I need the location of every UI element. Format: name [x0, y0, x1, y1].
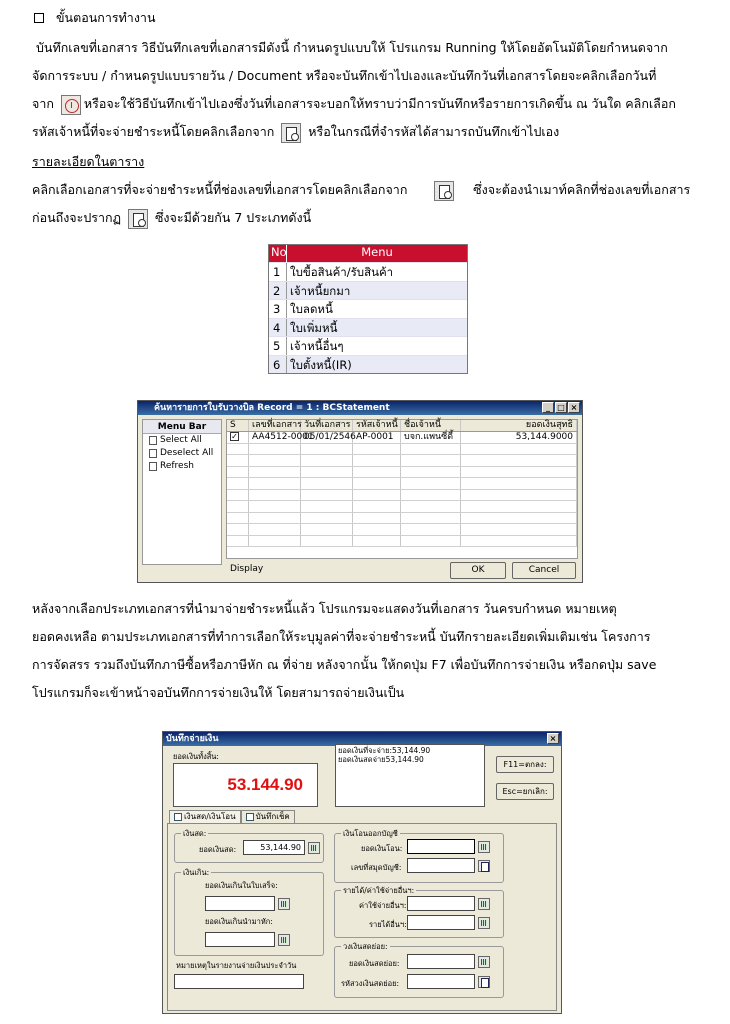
confirm-f11-button[interactable]: F11=ตกลง:	[496, 756, 554, 773]
cancel-esc-button[interactable]: Esc=ยกเลิก:	[496, 783, 554, 800]
payment-info-box: ยอดเงินที่จะจ่าย:53,144.90 ยอดเงินสดจ่าย53,144.90	[335, 744, 485, 807]
lookup-search-icon	[434, 181, 454, 201]
grid-icon	[246, 813, 254, 821]
refresh-item[interactable]: Refresh	[143, 460, 221, 473]
table-row	[227, 490, 577, 502]
calculator-icon[interactable]	[478, 956, 490, 968]
calculator-icon[interactable]	[278, 898, 290, 910]
grid-icon	[174, 813, 182, 821]
select-all-item[interactable]: Select All	[143, 434, 221, 447]
window-title: ค้นหารายการใบรับวางบิล Record = 1 : BCStatement	[154, 403, 390, 413]
row-checkbox[interactable]: ✓	[231, 432, 238, 441]
lookup-icon[interactable]	[478, 860, 490, 872]
minimize-button[interactable]: _	[542, 402, 554, 413]
paragraph-line: หลังจากเลือกประเภทเอกสารที่นำมาจ่ายชำระหนี้แล้ว โปรแกรมจะแสดงวันที่เอกสาร วันครบกำหนด หมายเหตุ	[32, 601, 617, 616]
payment-tabs	[169, 810, 295, 823]
table-row	[227, 467, 577, 479]
tab-panel	[167, 823, 557, 1011]
memo-label: หมายเหตุในรายงานจ่ายเงินประจำวัน	[176, 961, 297, 970]
statement-grid	[226, 419, 578, 559]
tab-cash-transfer[interactable]: เงินสด/เงินโอน	[169, 810, 241, 823]
paragraph-line: จาก หรือจะใช้วิธีบันทึกเข้าไปเองซึ่งวันที่เอกสารจะบอกให้ทราบว่ามีการบันทึกหรือรายการเกิดขึ้น ณ วันใด คลิกเลือก	[32, 90, 704, 118]
paragraph-line: ก่อนถึงจะปรากฏ ซึ่งจะมีด้วยกัน 7 ประเภทดังนี้	[32, 204, 704, 232]
overpayment-group: เงินเกิน: ยอดเงินเกินในใบเสร็จ: ยอดเงินเกินนำมาหัก:	[174, 872, 324, 956]
tab-cheque[interactable]: บันทึกเช็ค	[241, 810, 295, 823]
paragraph-line: รหัสเจ้าหนี้ที่จะจ่ายชำระหนี้โดยคลิกเลือกจาก หรือในกรณีที่จำรหัสได้สามารถบันทึกเข้าไปเอง	[32, 118, 704, 146]
close-button[interactable]: ×	[568, 402, 580, 413]
cash-group: เงินสด: ยอดเงินสด: 53,144.90	[174, 833, 324, 863]
cash-label: ยอดเงินสด:	[199, 845, 237, 854]
paragraph-line: คลิกเลือกเอกสารที่จะจ่ายชำระหนี้ที่ช่องเลขที่เอกสารโดยคลิกเลือกจาก ซึ่งจะต้องนำเมาท์คลิกที่ช่องเลขที่เอกสาร	[32, 176, 704, 204]
paragraph-line: โปรแกรมก็จะเข้าหน้าจอบันทึกการจ่ายเงินให้ โดยสามารถจ่ายเงินเป็น	[32, 685, 405, 700]
other-income-field[interactable]	[407, 915, 475, 930]
maximize-button[interactable]: □	[555, 402, 567, 413]
lookup-search-icon	[281, 123, 301, 143]
page-icon	[149, 436, 157, 445]
cash-amount-field[interactable]: 53,144.90	[243, 840, 305, 855]
statement-search-window	[137, 400, 583, 583]
paragraph-line: ยอดคงเหลือ ตามประเภทเอกสารที่ทำการเลือกให้ระบุมูลค่าที่จะจ่ายชำระหนี้ บันทึกรายละเอียดเพิ่มเติมเช่น โครงการ	[32, 629, 651, 644]
display-label: Display	[230, 564, 264, 574]
table-row	[227, 536, 577, 548]
checkbox-bullet-icon	[34, 13, 44, 23]
paragraph-line: จัดการระบบ / กำหนดรูปแบบรายวัน / Document หรือจะบันทึกเข้าไปเองและบันทึกวันที่เอกสารโดยจะคลิกเลือกวันที่	[32, 68, 657, 83]
table-row	[227, 501, 577, 513]
transfer-group: เงินโอนออกบัญชี ยอดเงินโอน: เลขที่สมุดบัญชี:	[334, 833, 504, 883]
calendar-clock-icon	[61, 95, 81, 115]
memo-field[interactable]	[174, 974, 304, 989]
cancel-button[interactable]: Cancel	[512, 562, 576, 579]
table-row[interactable]: ✓ AA4512-0001 05/01/2546 AP-0001 บจก.แพนซี่ดี้ 53,144.9000	[227, 432, 577, 444]
menu-row[interactable]: 4 ใบเพิ่มหนี้	[269, 318, 467, 337]
menu-row[interactable]: 6 ใบตั้งหนี้(IR)	[269, 355, 467, 374]
table-row	[227, 513, 577, 525]
menu-bar-panel	[142, 419, 222, 565]
document-type-menu	[268, 244, 468, 374]
account-number-field[interactable]	[407, 858, 475, 873]
menu-row[interactable]: 3 ใบลดหนี้	[269, 299, 467, 318]
ok-button[interactable]: OK	[450, 562, 506, 579]
table-row	[227, 444, 577, 456]
window-titlebar	[138, 401, 582, 415]
subheading: รายละเอียดในตาราง	[32, 154, 145, 169]
overpay-receipt-field[interactable]	[205, 896, 275, 911]
heading-text: ขั้นตอนการทำงาน	[56, 10, 156, 25]
total-amount-display: 53.144.90	[173, 763, 318, 807]
calculator-icon[interactable]	[308, 842, 320, 854]
page-icon	[149, 449, 157, 458]
petty-cash-group: วงเงินสดย่อย: ยอดเงินสดย่อย: รหัสวงเงินสดย่อย:	[334, 946, 504, 998]
transfer-amount-field[interactable]	[407, 839, 475, 854]
payment-entry-window	[162, 731, 562, 1014]
paragraph-line: บันทึกเลขที่เอกสาร วิธีบันทึกเลขที่เอกสารมีดังนี้ กำหนดรูปแบบให้ โปรแกรม Running ให้โดยอัตโนมัติโดยกำหนดจาก	[36, 40, 668, 55]
close-button[interactable]: ×	[547, 733, 559, 744]
calculator-icon[interactable]	[478, 917, 490, 929]
total-label: ยอดเงินทั้งสิ้น:	[173, 752, 219, 761]
petty-cash-code-field[interactable]	[407, 974, 475, 989]
calculator-icon[interactable]	[478, 898, 490, 910]
grid-header: S เลขที่เอกสาร วันที่เอกสาร รหัสเจ้าหนี้ ชื่อเจ้าหนี้ ยอดเงินสุทธิ	[227, 420, 577, 432]
section-heading	[34, 8, 156, 28]
window-title: บันทึกจ่ายเงิน	[166, 734, 219, 744]
other-income-expense-group: รายได้/ค่าใช้จ่ายอื่นฯ: ค่าใช้จ่ายอื่นฯ: รายได้อื่นฯ:	[334, 890, 504, 938]
table-row	[227, 478, 577, 490]
page-icon	[149, 462, 157, 471]
petty-cash-amount-field[interactable]	[407, 954, 475, 969]
calculator-icon[interactable]	[278, 934, 290, 946]
lookup-icon[interactable]	[478, 976, 490, 988]
overpay-deduct-field[interactable]	[205, 932, 275, 947]
table-row	[227, 524, 577, 536]
paragraph-line: การจัดสรร รวมถึงบันทึกภาษีซื้อหรือภาษีหัก ณ ที่จ่าย หลังจากนั้น ให้กดปุ่ม F7 เพื่อบันทึกการจ่ายเงิน หรือกดปุ่ม save	[32, 657, 657, 672]
calculator-icon[interactable]	[478, 841, 490, 853]
menu-header: No Menu	[269, 245, 467, 262]
menu-bar-title: Menu Bar	[143, 420, 221, 434]
deselect-all-item[interactable]: Deselect All	[143, 447, 221, 460]
table-row	[227, 455, 577, 467]
menu-row[interactable]: 1 ใบขื้อสินค้า/รับสินค้า	[269, 262, 467, 281]
menu-row[interactable]: 5 เจ้าหนี้อื่นๆ	[269, 336, 467, 355]
lookup-search-icon	[128, 209, 148, 229]
other-expense-field[interactable]	[407, 896, 475, 911]
menu-row[interactable]: 2 เจ้าหนี้ยกมา	[269, 281, 467, 300]
